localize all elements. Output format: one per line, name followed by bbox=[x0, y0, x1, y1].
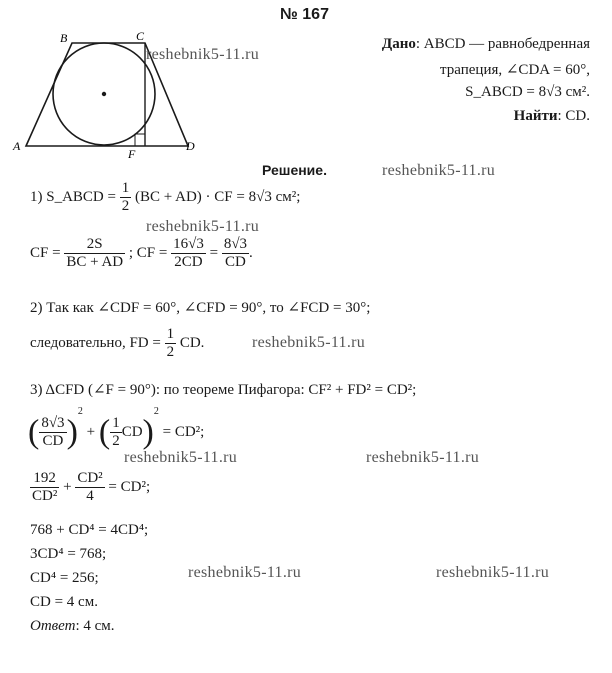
step-3b-fraction-2 bbox=[110, 415, 122, 450]
step-2b-fraction bbox=[165, 326, 177, 361]
watermark: reshebnik5-11.ru bbox=[436, 564, 550, 581]
label-a: A bbox=[13, 139, 21, 153]
problem-number: № 167 bbox=[280, 6, 329, 23]
fraction-denominator: CD bbox=[42, 433, 64, 450]
watermark: reshebnik5-11.ru bbox=[124, 449, 238, 466]
watermark: reshebnik5-11.ru bbox=[146, 218, 260, 235]
square-exponent: 2 bbox=[153, 406, 159, 417]
step-2b-rest: CD. bbox=[179, 334, 205, 351]
fraction-denominator: 4 bbox=[86, 488, 94, 504]
watermark: reshebnik5-11.ru bbox=[366, 449, 480, 466]
fraction-denominator: CD bbox=[225, 254, 246, 270]
step-1b-end: . bbox=[249, 244, 253, 261]
step-3c-plus: + bbox=[63, 478, 72, 495]
answer-line bbox=[30, 618, 115, 635]
square-exponent: 2 bbox=[77, 406, 83, 417]
step-3c bbox=[30, 470, 150, 505]
label-b: B bbox=[60, 31, 68, 45]
fraction-denominator: BC + AD bbox=[66, 254, 124, 270]
step-3b-fraction-1 bbox=[39, 415, 66, 450]
fraction-denominator: CD² bbox=[32, 488, 58, 504]
label-c: C bbox=[136, 29, 145, 43]
step-3: 3) ΔCFD (∠F = 90°): по теореме Пифагора: CF² + FD² = CD²; bbox=[30, 382, 417, 398]
step-3c-rest: = CD²; bbox=[108, 478, 151, 495]
fraction-denominator: 2 bbox=[112, 433, 120, 450]
step-1b-fraction-1 bbox=[64, 236, 125, 271]
answer-text: : 4 см. bbox=[75, 618, 115, 634]
find-text: : CD. bbox=[557, 108, 590, 124]
step-1b-fraction-3 bbox=[222, 236, 249, 271]
fraction-numerator: 1 bbox=[121, 180, 130, 196]
paren-close: ) bbox=[142, 413, 154, 451]
step-2b bbox=[30, 326, 204, 361]
circle-center bbox=[102, 92, 106, 96]
step-1b-mid: ; CF = bbox=[128, 244, 172, 261]
fraction-denominator: 2 bbox=[121, 198, 130, 214]
fraction-numerator: 192 bbox=[30, 470, 59, 488]
step-1-fraction bbox=[120, 180, 132, 215]
step-1b-fraction-2 bbox=[171, 236, 206, 271]
fraction-numerator: CD² bbox=[77, 470, 103, 486]
step-2: 2) Так как ∠CDF = 60°, ∠CFD = 90°, то ∠FCD = 30°; bbox=[30, 300, 371, 316]
step-3b-plus: + bbox=[86, 424, 96, 440]
step-1b bbox=[30, 236, 253, 271]
fraction-denominator: 2 bbox=[166, 344, 175, 360]
given-line-2: трапеция, ∠CDA = 60°, bbox=[440, 62, 590, 78]
step-2b-prefix: следовательно, FD = bbox=[30, 334, 165, 351]
watermark: reshebnik5-11.ru bbox=[382, 162, 496, 179]
watermark: reshebnik5-11.ru bbox=[146, 46, 260, 63]
step-3c-fraction-1 bbox=[30, 470, 59, 505]
paren-open: ( bbox=[28, 413, 40, 451]
step-1-prefix: 1) S_ABCD = bbox=[30, 188, 120, 205]
fraction-numerator: 16√3 bbox=[173, 236, 204, 252]
fraction-numerator: 8√3 bbox=[223, 236, 248, 252]
step-4: 768 + CD⁴ = 4CD⁴; bbox=[30, 522, 149, 538]
step-1b-cf: CF = bbox=[30, 244, 65, 261]
paren-open: ( bbox=[98, 413, 111, 451]
fraction-numerator: 1 bbox=[112, 415, 120, 432]
given-line-1-text: : ABCD — равнобедренная bbox=[415, 36, 590, 52]
solution-title: Решение. bbox=[262, 162, 327, 178]
step-6: CD⁴ = 256; bbox=[30, 570, 99, 586]
step-3c-fraction-2 bbox=[75, 470, 104, 505]
step-1-rest: (BC + AD) · CF = 8√3 см²; bbox=[134, 188, 301, 205]
step-3b-rest: = CD²; bbox=[162, 424, 205, 440]
fraction-numerator: 2S bbox=[64, 236, 125, 254]
step-7: CD = 4 см. bbox=[30, 594, 98, 610]
fraction-numerator: 1 bbox=[166, 326, 175, 342]
find-label: Найти bbox=[513, 108, 558, 124]
find-line bbox=[514, 108, 590, 125]
fraction-denominator: 2CD bbox=[174, 254, 203, 270]
watermark: reshebnik5-11.ru bbox=[252, 334, 366, 351]
right-angle-mark bbox=[135, 134, 145, 146]
step-1b-eq: = bbox=[209, 244, 222, 261]
watermark: reshebnik5-11.ru bbox=[188, 564, 302, 581]
label-d: D bbox=[186, 139, 195, 153]
answer-label: Ответ bbox=[30, 618, 76, 634]
given-line-3: S_ABCD = 8√3 см². bbox=[465, 84, 590, 100]
given-line-1 bbox=[382, 36, 590, 53]
step-1 bbox=[30, 180, 300, 215]
step-5: 3CD⁴ = 768; bbox=[30, 546, 107, 562]
given-label: Дано bbox=[381, 36, 416, 52]
step-3b-cd: CD bbox=[121, 424, 143, 440]
paren-close: ) bbox=[66, 413, 78, 451]
label-f: F bbox=[128, 147, 136, 158]
step-3b bbox=[28, 406, 204, 450]
fraction-numerator: 8√3 bbox=[41, 415, 65, 432]
